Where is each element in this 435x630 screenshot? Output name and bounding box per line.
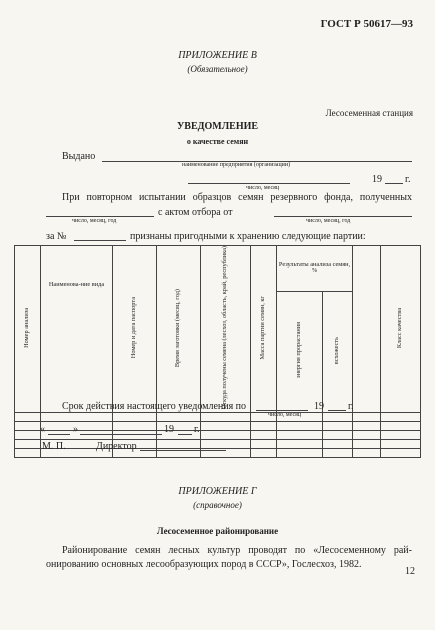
appendix-b-status: (Обязательное) bbox=[187, 64, 248, 74]
page-number: 12 bbox=[405, 566, 415, 577]
act-text: с актом отбора от bbox=[158, 207, 233, 218]
validity-year-prefix: 19 bbox=[314, 401, 324, 412]
validity-text: Срок действия настоящего уведомления по bbox=[62, 401, 247, 412]
validity-date-line bbox=[256, 410, 308, 411]
stamp-label: М. П. bbox=[42, 441, 66, 452]
col-lot-mass: Масса партии семян, кг bbox=[251, 246, 277, 413]
act-date-line bbox=[274, 216, 412, 217]
date-line bbox=[188, 183, 350, 184]
col-germination-energy: энергия прорастания bbox=[277, 291, 323, 412]
repeat-test-text: При повторном испытании образцов семян резервного фонда, полученных bbox=[62, 192, 412, 203]
date-hint-1: число, месяц, год bbox=[72, 218, 117, 224]
validity-hint: число, месяц bbox=[268, 412, 302, 418]
appendix-b-title: ПРИЛОЖЕНИЕ В bbox=[178, 50, 257, 61]
sign-year-line bbox=[178, 434, 192, 435]
quote-close: » bbox=[73, 424, 78, 435]
year-line bbox=[385, 183, 403, 184]
col-passport: Номер и дата паспорта bbox=[113, 246, 157, 413]
col-results-group: Результаты анализа семян, % bbox=[277, 246, 353, 292]
col-quality-class: Класс качества bbox=[381, 246, 421, 413]
day-month-hint: число, месяц bbox=[246, 185, 280, 191]
notice-title: УВЕДОМЛЕНИЕ bbox=[176, 121, 259, 132]
quote-open: « bbox=[40, 424, 45, 435]
validity-year-line bbox=[328, 410, 346, 411]
year-prefix: 19 bbox=[372, 174, 382, 185]
paragraph-line-1: Районирование семян лесных культур проводят по «Лесосеменному рай- bbox=[62, 545, 412, 556]
document-code: ГОСТ Р 50617—93 bbox=[320, 18, 413, 30]
date-hint-2: число, месяц, год bbox=[306, 218, 351, 224]
col-origin: Откуда получены семена (лесхоз, область, край, республика) bbox=[201, 246, 251, 413]
director-signature-line bbox=[140, 450, 226, 451]
sign-year-suffix: г. bbox=[194, 424, 200, 435]
validity-year-suffix: г. bbox=[348, 401, 354, 412]
station-label: Лесосеменная станция bbox=[325, 108, 413, 118]
sign-month-line bbox=[80, 434, 162, 435]
sign-day-line bbox=[48, 434, 70, 435]
table-row bbox=[15, 412, 421, 421]
col-harvest-time: Время заготовки (месяц, год) bbox=[157, 246, 201, 413]
table-row bbox=[15, 439, 421, 448]
col-species: Наименова-ние вида bbox=[41, 246, 113, 413]
col-analysis-no: Номер анализа bbox=[15, 246, 41, 413]
paragraph-line-2: онированию основных лесообразующих пород в СССР», Гослесхоз, 1982. bbox=[46, 559, 362, 570]
year-suffix: г. bbox=[405, 174, 411, 185]
appendix-g-title: ПРИЛОЖЕНИЕ Г bbox=[178, 486, 257, 497]
issued-label: Выдано bbox=[62, 151, 96, 162]
notice-subtitle: о качестве семян bbox=[186, 137, 249, 146]
received-date-line bbox=[46, 216, 154, 217]
sign-year-prefix: 19 bbox=[164, 424, 174, 435]
col-germination: всхожесть bbox=[323, 291, 353, 412]
number-line bbox=[74, 240, 126, 241]
suitable-text: признаны пригодными к хранению следующие партии: bbox=[130, 231, 366, 242]
number-prefix: за № bbox=[46, 231, 67, 242]
appendix-g-status: (справочное) bbox=[193, 500, 242, 510]
col-spacer bbox=[353, 246, 381, 413]
section-title: Лесосеменное районирование bbox=[156, 526, 279, 536]
org-hint: наименование предприятия (организации) bbox=[182, 162, 291, 168]
director-label: Директор bbox=[96, 441, 137, 452]
